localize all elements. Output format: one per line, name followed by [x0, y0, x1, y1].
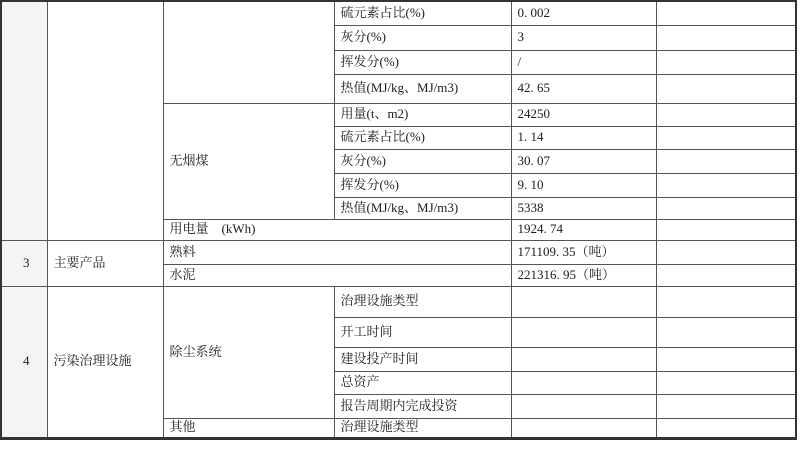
attribute-cell: 硫元素占比(%): [334, 1, 511, 25]
value-cell: [511, 418, 656, 438]
value-cell: [511, 347, 656, 371]
attribute-cell: 热值(MJ/kg、MJ/m3): [334, 74, 511, 103]
attribute-cell: 硫元素占比(%): [334, 126, 511, 149]
facility-name-cell: 除尘系统: [163, 286, 334, 418]
empty-cell: [656, 126, 796, 149]
empty-cell: [656, 173, 796, 197]
category-cell: 主要产品: [47, 240, 163, 286]
value-cell: 171109. 35（吨）: [511, 240, 656, 264]
table-row: [1, 240, 796, 264]
product-name-cell: 熟料: [163, 240, 511, 264]
value-cell: /: [511, 50, 656, 74]
attribute-cell: 治理设施类型: [334, 286, 511, 317]
facility-name-cell: 其他: [163, 418, 334, 438]
attribute-cell: 热值(MJ/kg、MJ/m3): [334, 197, 511, 219]
attribute-cell: 开工时间: [334, 317, 511, 347]
attribute-cell: 挥发分(%): [334, 173, 511, 197]
empty-cell: [656, 149, 796, 173]
value-cell: 5338: [511, 197, 656, 219]
table-row: [1, 1, 796, 25]
attribute-cell: 报告周期内完成投资: [334, 394, 511, 418]
empty-cell: [656, 240, 796, 264]
value-cell: 24250: [511, 103, 656, 126]
attribute-cell: 总资产: [334, 371, 511, 394]
table-row: [1, 286, 796, 317]
value-cell: [511, 286, 656, 317]
empty-cell: [656, 394, 796, 418]
empty-cell: [656, 1, 796, 25]
value-cell: 3: [511, 25, 656, 50]
product-name-cell: 水泥: [163, 264, 511, 286]
section-number-cell: 4: [1, 286, 47, 438]
attribute-cell: 用量(t、m2): [334, 103, 511, 126]
empty-cell: [656, 219, 796, 240]
empty-cell: [656, 264, 796, 286]
empty-cell: [656, 103, 796, 126]
value-cell: [511, 317, 656, 347]
value-cell: 0. 002: [511, 1, 656, 25]
value-cell: 1. 14: [511, 126, 656, 149]
value-cell: 9. 10: [511, 173, 656, 197]
section-number-cell-continued: [1, 1, 47, 240]
empty-cell: [656, 286, 796, 317]
attribute-cell: 灰分(%): [334, 149, 511, 173]
value-cell: 221316. 95（吨）: [511, 264, 656, 286]
empty-cell: [656, 74, 796, 103]
empty-cell: [656, 347, 796, 371]
value-cell: 1924. 74: [511, 219, 656, 240]
value-cell: [511, 371, 656, 394]
empty-cell: [656, 317, 796, 347]
empty-cell: [656, 371, 796, 394]
value-cell: 30. 07: [511, 149, 656, 173]
empty-cell: [656, 418, 796, 438]
value-cell: [511, 394, 656, 418]
attribute-cell: 治理设施类型: [334, 418, 511, 438]
electricity-usage-cell: 用电量 (kWh): [163, 219, 511, 240]
empty-cell: [656, 25, 796, 50]
value-cell: 42. 65: [511, 74, 656, 103]
attribute-cell: 建设投产时间: [334, 347, 511, 371]
attribute-cell: 灰分(%): [334, 25, 511, 50]
section-number-cell: 3: [1, 240, 47, 286]
attribute-cell: 挥发分(%): [334, 50, 511, 74]
category-cell-continued: [47, 1, 163, 240]
empty-cell: [656, 197, 796, 219]
category-cell: 污染治理设施: [47, 286, 163, 438]
fuel-name-cell: 无烟煤: [163, 103, 334, 219]
empty-cell: [656, 50, 796, 74]
fuel-name-cell-continued: [163, 1, 334, 103]
